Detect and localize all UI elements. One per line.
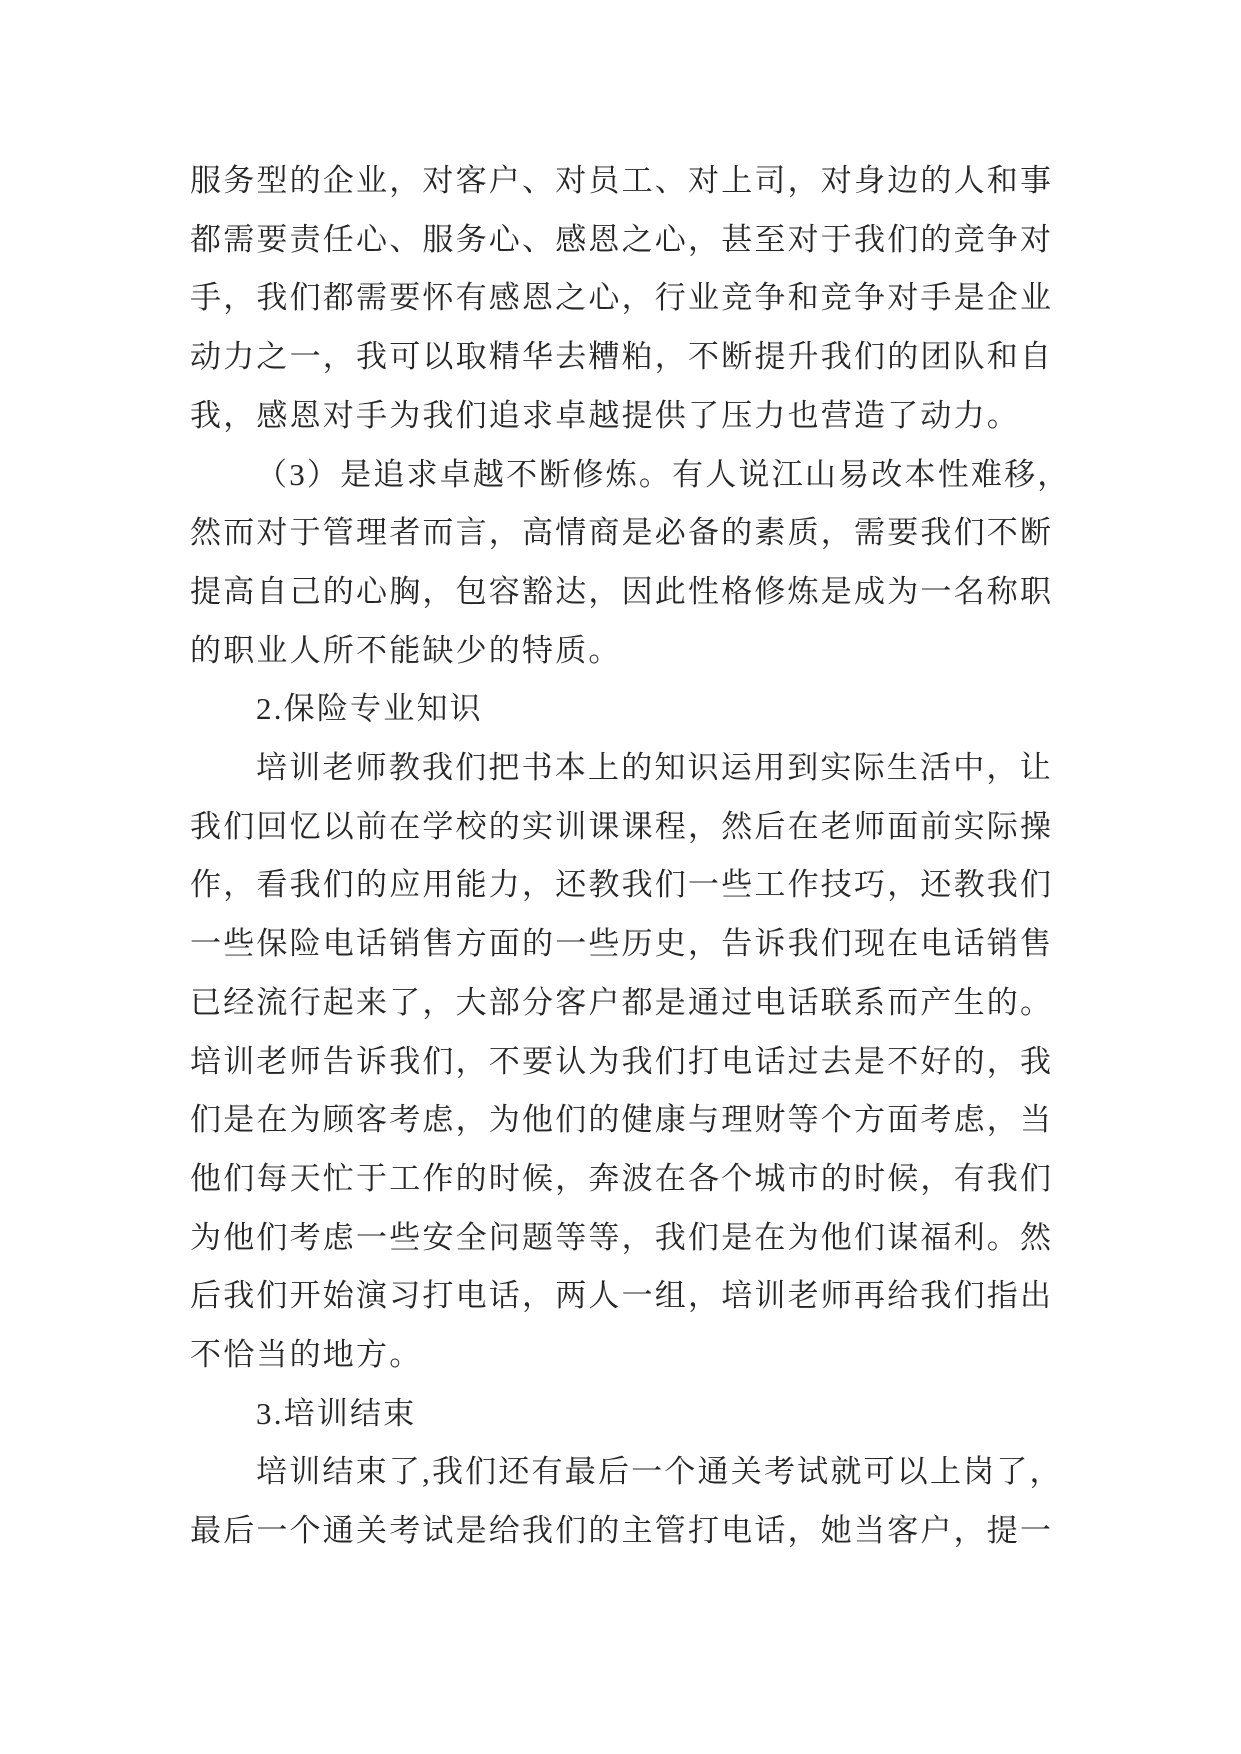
text-line: 培训老师教我们把书本上的知识运用到实际生活中，让 <box>256 750 1053 786</box>
text-line: 3.培训结束 <box>256 1395 417 1431</box>
text-line: 不恰当的地方。 <box>190 1337 423 1373</box>
text-line: 一些保险电话销售方面的一些历史，告诉我们现在电话销售 <box>190 926 1054 962</box>
text-line: 服务型的企业，对客户、对员工、对上司，对身边的人和事 <box>190 163 1054 198</box>
text-line: 为他们考虑一些安全问题等等，我们是在为他们谋福利。然 <box>190 1219 1054 1255</box>
text-line: 后我们开始演习打电话，两人一组，培训老师再给我们指出 <box>190 1278 1054 1314</box>
text-line: 的职业人所不能缺少的特质。 <box>190 632 622 668</box>
text-line: 最后一个通关考试是给我们的主管打电话，她当客户，提一 <box>190 1513 1054 1549</box>
text-line: 他们每天忙于工作的时候，奔波在各个城市的时候，有我们 <box>190 1160 1054 1196</box>
text-line: 们是在为顾客考虑，为他们的健康与理财等个方面考虑，当 <box>190 1102 1054 1138</box>
text-line: 2.保险专业知识 <box>256 691 483 727</box>
text-line: 我们回忆以前在学校的实训课课程，然后在老师面前实际操 <box>190 808 1054 844</box>
text-line: 培训结束了,我们还有最后一个通关考试就可以上岗了， <box>256 1454 1063 1490</box>
text-line: 然而对于管理者而言，高情商是必备的素质，需要我们不断 <box>190 515 1054 551</box>
text-line: 培训老师告诉我们，不要认为我们打电话过去是不好的，我 <box>190 1043 1054 1079</box>
text-line: 手，我们都需要怀有感恩之心，行业竞争和竞争对手是企业 <box>190 280 1054 316</box>
text-line: （3）是追求卓越不断修炼。有人说江山易改本性难移， <box>256 456 1071 492</box>
text-line: 都需要责任心、服务心、感恩之心，甚至对于我们的竞争对 <box>190 221 1054 257</box>
text-line: 提高自己的心胸，包容豁达，因此性格修炼是成为一名称职 <box>190 573 1054 609</box>
document-body <box>190 152 1071 1561</box>
text-line: 已经流行起来了，大部分客户都是通过电话联系而产生的。 <box>190 984 1054 1020</box>
text-line: 动力之一，我可以取精华去糟粕，不断提升我们的团队和自 <box>190 339 1054 375</box>
text-line: 作，看我们的应用能力，还教我们一些工作技巧，还教我们 <box>190 867 1054 903</box>
text-line: 我，感恩对手为我们追求卓越提供了压力也营造了动力。 <box>190 397 1020 433</box>
